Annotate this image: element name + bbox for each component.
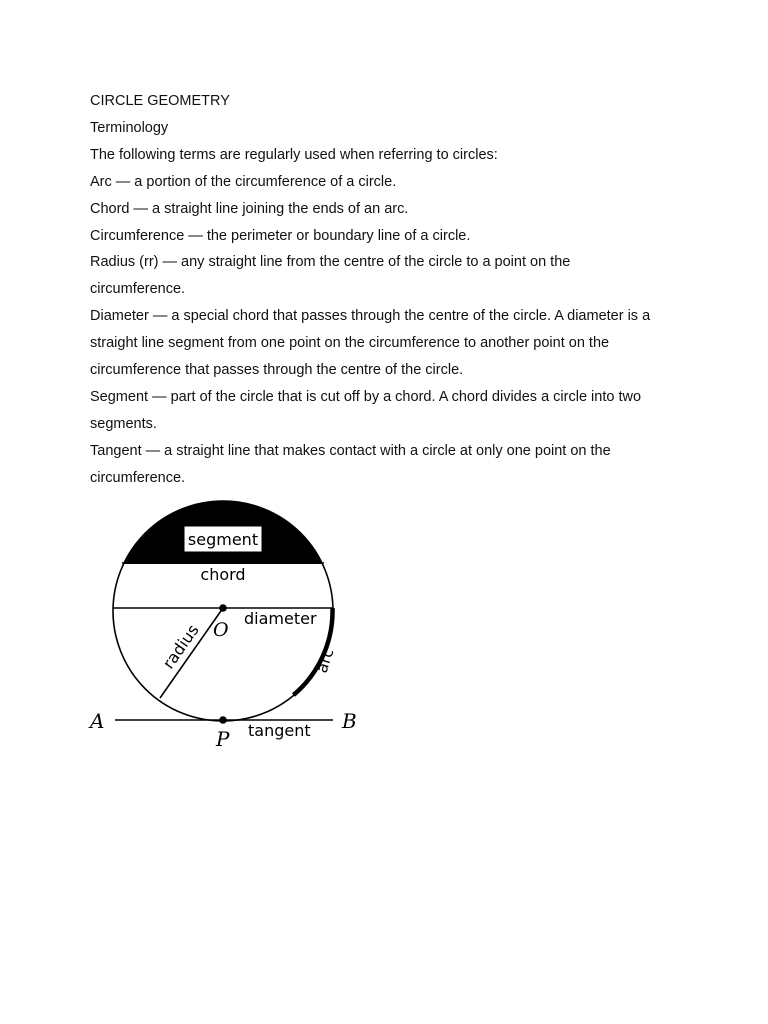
- intro-paragraph: The following terms are regularly used when referring to circles:: [90, 146, 498, 163]
- radius-definition-line-1: Radius (rr) — any straight line from the centre of the circle to a point on the: [90, 254, 571, 271]
- center-point: [219, 604, 227, 612]
- circumference-definition: Circumference — the perimeter or boundary line of a circle.: [90, 227, 471, 244]
- arc-definition: Arc — a portion of the circumference of a circle.: [90, 173, 397, 190]
- tangent-definition-line-2: circumference.: [90, 469, 186, 486]
- point-p-label: P: [216, 727, 230, 751]
- center-label: O: [213, 619, 229, 641]
- segment-label: segment: [187, 530, 259, 549]
- point-a-label: A: [90, 709, 105, 733]
- diameter-definition-line-2: straight line segment from one point on the circumference to another point on the: [90, 335, 610, 352]
- tangent-point: [219, 716, 227, 724]
- diameter-definition-line-3: circumference that passes through the centre of the circle.: [90, 362, 464, 379]
- document-title: CIRCLE GEOMETRY: [90, 93, 230, 109]
- document-subtitle: Terminology: [90, 119, 169, 136]
- radius-label: radius: [158, 620, 203, 673]
- segment-definition-line-1: Segment — part of the circle that is cut off by a chord. A chord divides a circle into two: [90, 388, 642, 405]
- radius-definition-line-2: circumference.: [90, 281, 186, 298]
- point-b-label: B: [342, 709, 357, 733]
- diameter-label: diameter: [244, 609, 317, 628]
- tangent-label: tangent: [248, 721, 311, 740]
- arc-label: arc: [311, 645, 338, 676]
- tangent-definition-line-1: Tangent — a straight line that makes contact with a circle at only one point on the: [90, 442, 611, 459]
- chord-definition: Chord — a straight line joining the ends of an arc.: [90, 200, 409, 217]
- diameter-definition-line-1: Diameter — a special chord that passes through the centre of the circle. A diameter is a: [90, 308, 651, 325]
- segment-definition-line-2: segments.: [90, 415, 157, 432]
- chord-label: chord: [200, 565, 246, 584]
